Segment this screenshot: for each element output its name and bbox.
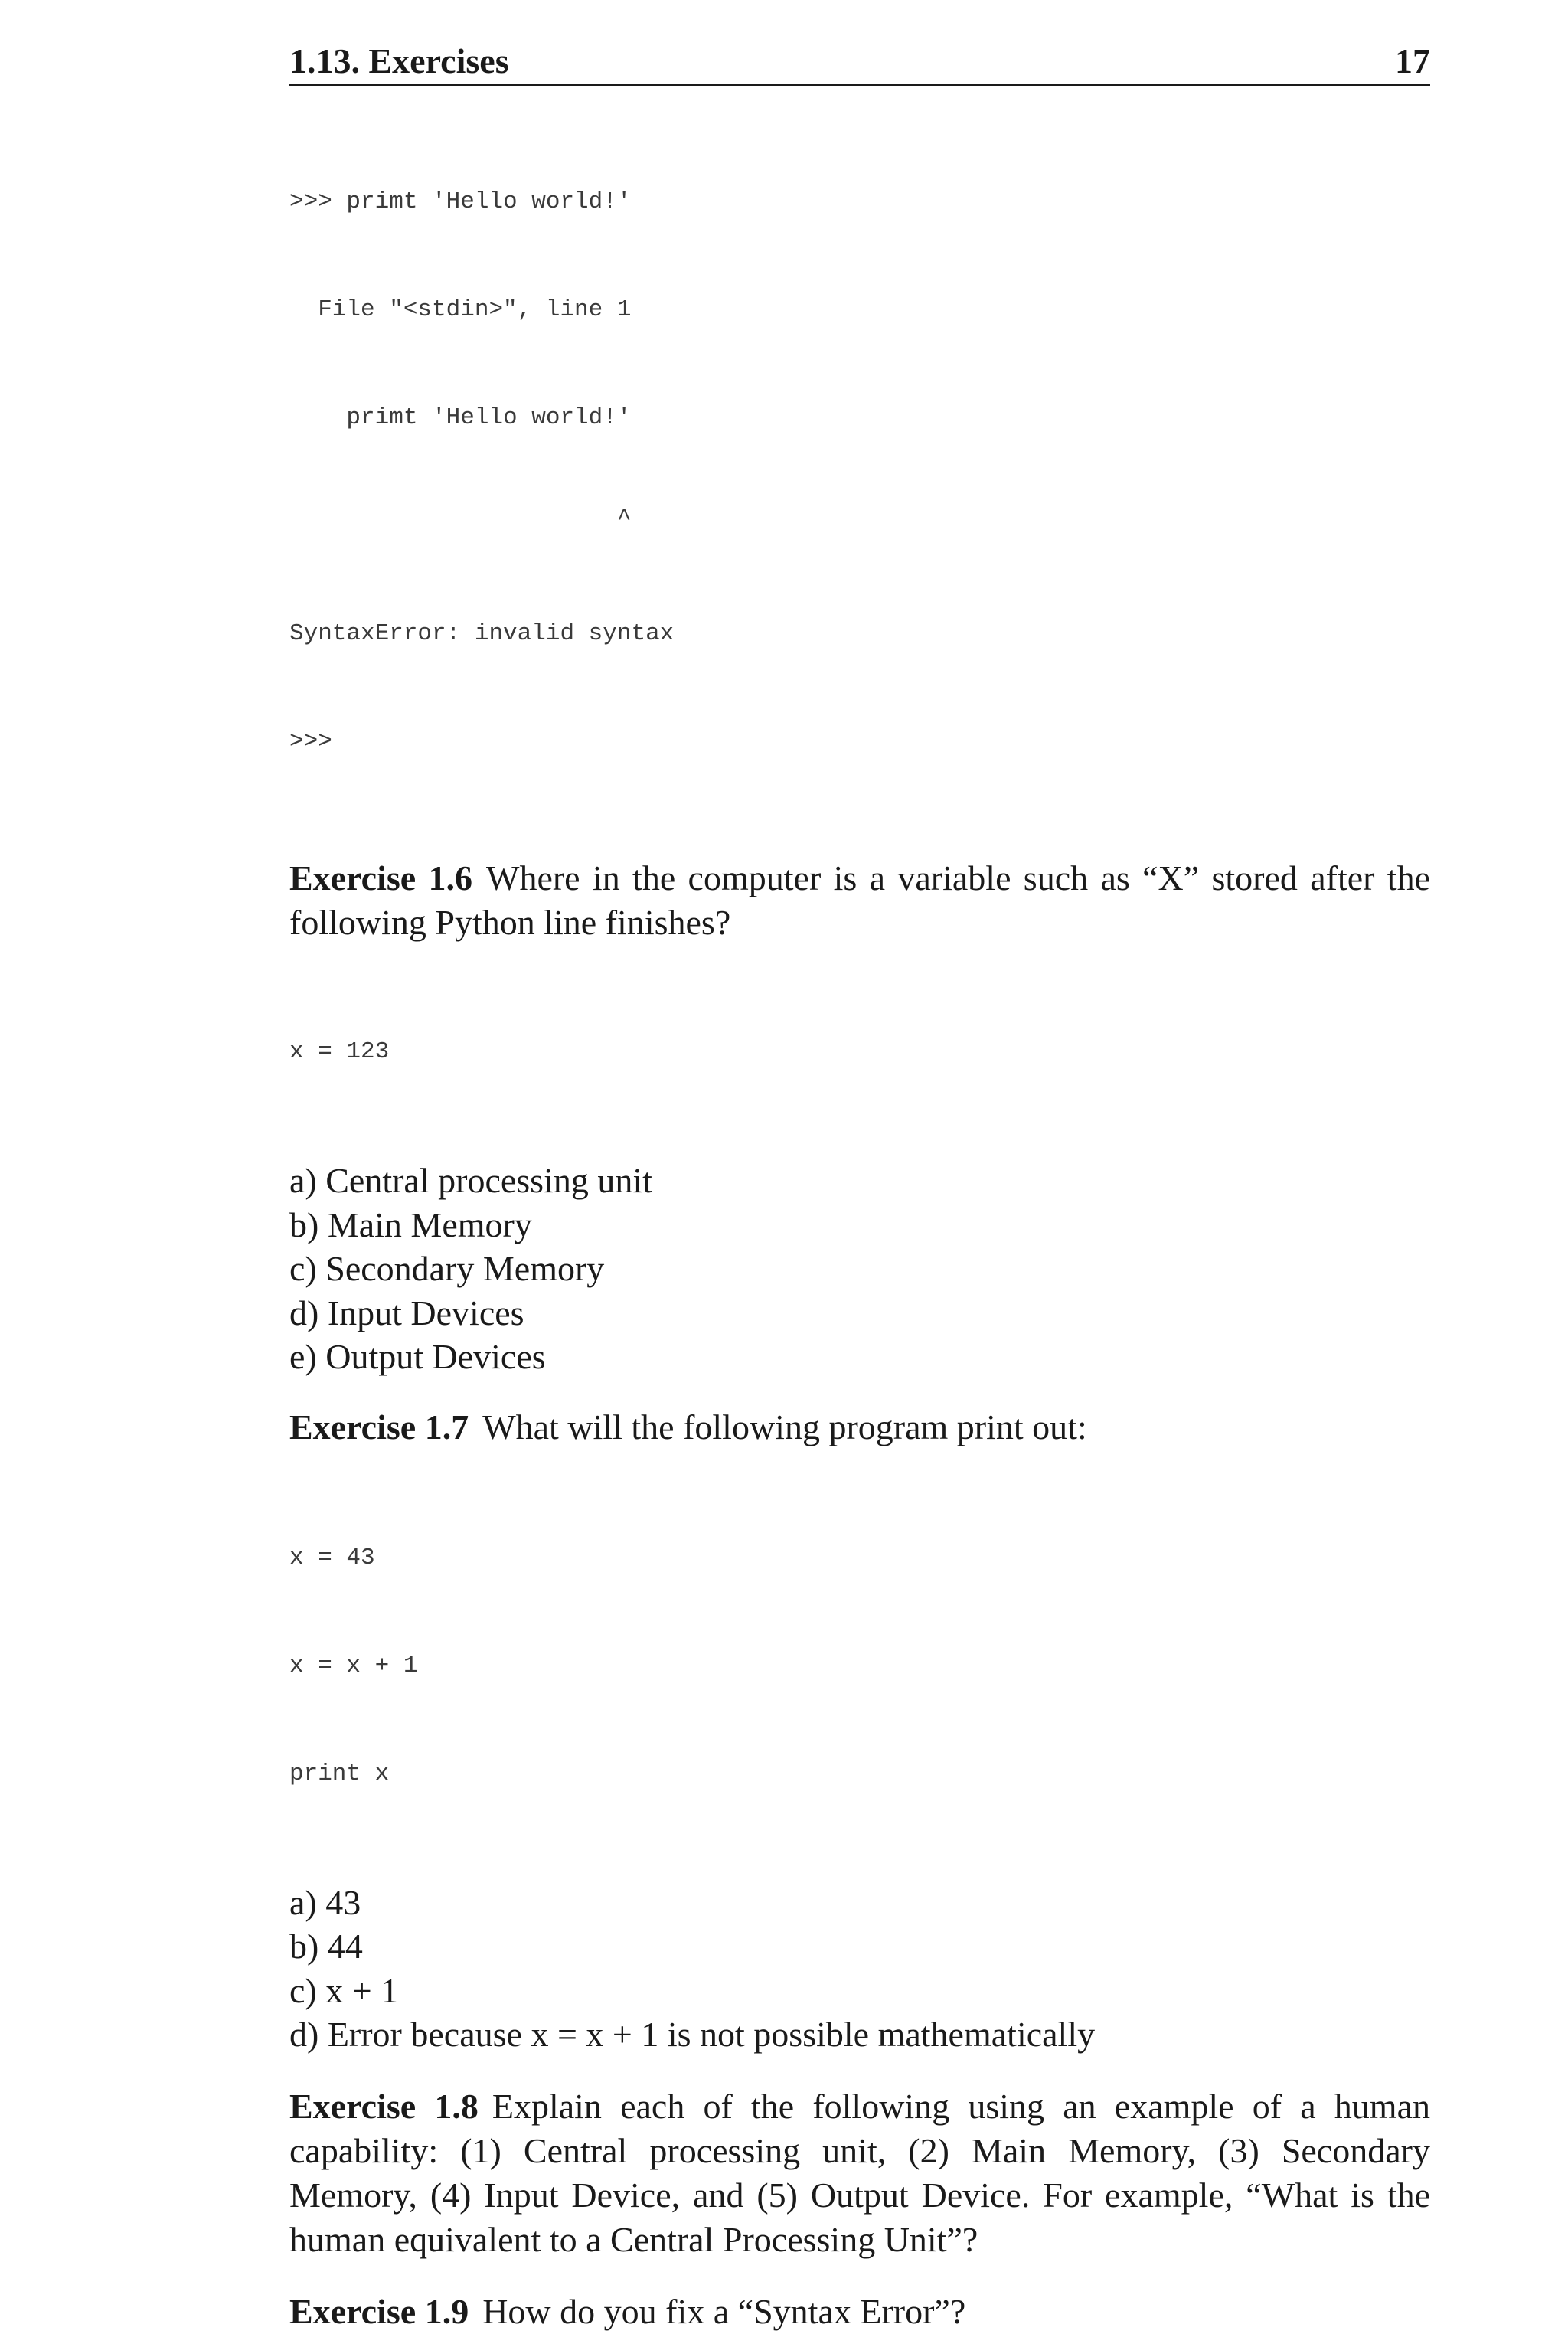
exercise-title: Exercise 1.6 xyxy=(289,858,473,897)
exercise-text: Where in the computer is a variable such as “X” stored after the following Python line finishes? xyxy=(289,858,1430,942)
code-line: x = 123 xyxy=(289,1038,390,1065)
exercise-1-7 xyxy=(289,1405,1430,1450)
exercise-text: What will the following program print out: xyxy=(482,1407,1087,1446)
choice-item: a) Central processing unit xyxy=(289,1161,652,1200)
choice-item: c) x + 1 xyxy=(289,1970,399,2010)
choice-item: c) Secondary Memory xyxy=(289,1249,605,1288)
exercise-text: How do you fix a “Syntax Error”? xyxy=(482,2291,966,2331)
code-line: ^ xyxy=(289,505,632,532)
choice-item: a) 43 xyxy=(289,1882,361,1922)
exercise-1-8 xyxy=(289,2084,1430,2262)
exercise-1-6-choices xyxy=(289,1159,1430,1379)
code-line: x = 43 xyxy=(289,1544,375,1571)
choice-item: b) 44 xyxy=(289,1927,363,1966)
exercise-title: Exercise 1.8 xyxy=(289,2086,479,2126)
code-line: print x xyxy=(289,1760,390,1787)
choice-item: b) Main Memory xyxy=(289,1205,532,1244)
code-line: >>> primt 'Hello world!' xyxy=(289,188,632,215)
exercise-title: Exercise 1.9 xyxy=(289,2291,469,2331)
code-line: primt 'Hello world!' xyxy=(289,404,632,431)
exercise-1-6 xyxy=(289,856,1430,945)
exercise-1-9 xyxy=(289,2290,1430,2334)
page-number: 17 xyxy=(1395,41,1430,80)
exercise-1-7-choices xyxy=(289,1881,1430,2057)
code-line: File "<stdin>", line 1 xyxy=(289,296,632,323)
intro-code-block xyxy=(289,112,1430,832)
code-line: x = x + 1 xyxy=(289,1652,418,1679)
book-page xyxy=(289,38,1430,2334)
choice-item: e) Output Devices xyxy=(289,1337,546,1376)
exercise-1-6-code xyxy=(289,962,1430,1142)
choice-item: d) Error because x = x + 1 is not possible mathematically xyxy=(289,2015,1096,2054)
section-title: 1.13. Exercises xyxy=(289,41,509,80)
choice-item: d) Input Devices xyxy=(289,1293,524,1332)
code-line: >>> xyxy=(289,728,332,755)
exercise-text: Explain each of the following using an example of a human capability: (1) Central processing unit, (2) Main Memory, (3) Secondary Memory, (4) Input Device, and (5) Output Device. For example, “What is the human equivalent to a Central Processing Unit”? xyxy=(289,2086,1430,2259)
running-header xyxy=(289,38,1430,86)
code-line: SyntaxError: invalid syntax xyxy=(289,620,675,647)
exercise-1-7-code xyxy=(289,1468,1430,1864)
exercise-title: Exercise 1.7 xyxy=(289,1407,469,1446)
